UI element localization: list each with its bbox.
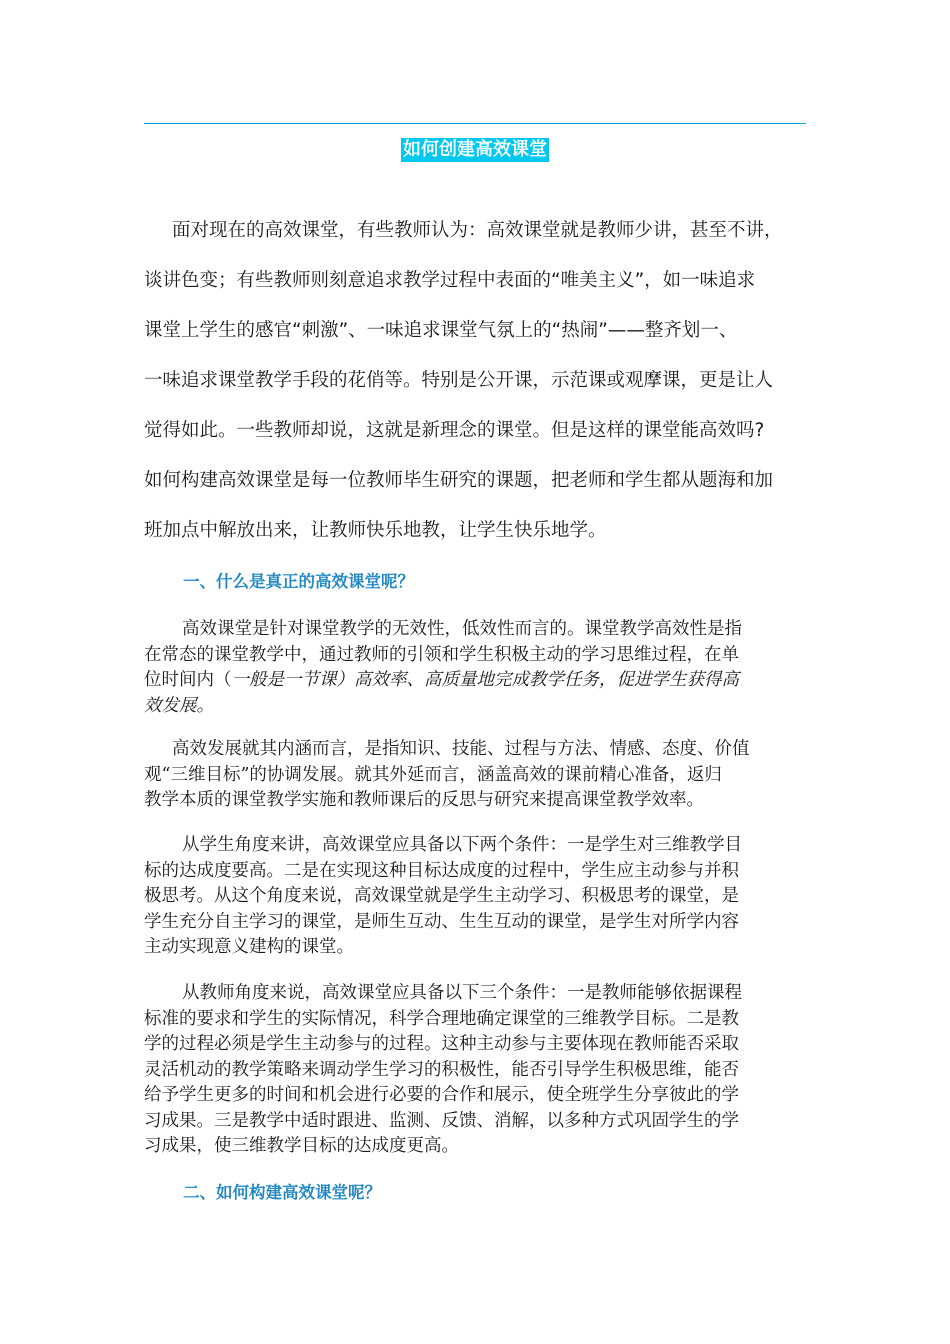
intro-line: 一味追求课堂教学手段的花俏等。特别是公开课，示范课或观摩课，更是让人: [144, 370, 774, 391]
intro-line: 觉得如此。一些教师却说，这就是新理念的课堂。但是这样的课堂能高效吗?: [144, 420, 765, 441]
paragraph-line: 观“三维目标”的协调发展。就其外延而言，涵盖高效的课前精心准备，返归: [144, 764, 722, 785]
paragraph-line: 高效课堂是针对课堂教学的无效性，低效性而言的。课堂教学高效性是指: [182, 619, 742, 639]
paragraph-line: 高效发展就其内涵而言，是指知识、技能、过程与方法、情感、态度、价值: [172, 739, 750, 759]
intro-line: 班加点中解放出来，让教师快乐地教，让学生快乐地学。: [144, 520, 607, 541]
paragraph-line: 学生充分自主学习的课堂，是师生互动、生生互动的课堂，是学生对所学内容: [144, 911, 739, 932]
paragraph-line: 极思考。从这个角度来说，高效课堂就是学生主动学习、积极思考的课堂，是: [144, 886, 739, 906]
paragraph-line: 教学本质的课堂教学实施和教师课后的反思与研究来提高课堂教学效率。: [144, 790, 704, 810]
paragraph-line: 给予学生更多的时间和机会进行必要的合作和展示，使全班学生分享彼此的学: [144, 1085, 739, 1105]
intro-line: 如何构建高效课堂是每一位教师毕生研究的课题，把老师和学生都从题海和加: [144, 470, 774, 491]
intro-paragraph: [144, 206, 806, 556]
section-heading-2: 二、如何构建高效课堂呢？: [183, 1183, 381, 1202]
title-container: [0, 138, 950, 162]
section1-paragraph-2: [144, 737, 806, 814]
paragraph-line: 主动实现意义建构的课堂。: [144, 937, 354, 957]
paragraph-line: 在常态的课堂教学中，通过教师的引领和学生积极主动的学习思维过程，在单: [144, 644, 739, 665]
paragraph-line: 从学生角度来讲，高效课堂应具备以下两个条件：一是学生对三维教学目: [182, 835, 742, 855]
paragraph-text: 位时间内（: [144, 670, 232, 690]
paragraph-italic-text: 一般是一节课）高效率、高质量地完成教学任务，促进学生获得高: [231, 670, 739, 690]
paragraph-line: 习成果，使三维教学目标的达成度更高。: [144, 1136, 459, 1156]
intro-line: 面对现在的高效课堂，有些教师认为：高效课堂就是教师少讲，甚至不讲，: [172, 220, 783, 241]
section1-paragraph-3: [144, 833, 806, 961]
paragraph-line: 学的过程必须是学生主动参与的过程。这种主动参与主要体现在教师能否采取: [144, 1034, 739, 1054]
section-heading-1: 一、什么是真正的高效课堂呢？: [183, 572, 414, 591]
intro-line: 谈讲色变；有些教师则刻意追求教学过程中表面的“唯美主义”，如一味追求: [144, 270, 756, 291]
section1-paragraph-1: [144, 617, 806, 719]
paragraph-line: 从教师角度来说，高效课堂应具备以下三个条件：一是教师能够依据课程: [182, 983, 742, 1003]
intro-line: 课堂上学生的感官“刺激”、一味追求课堂气氛上的“热闹”——整齐划一、: [144, 320, 738, 341]
paragraph-line: 标准的要求和学生的实际情况，科学合理地确定课堂的三维教学目标。二是教: [144, 1008, 739, 1029]
paragraph-line: 效发展。: [144, 695, 214, 716]
document-title: 如何创建高效课堂: [403, 139, 547, 160]
paragraph-line: 灵活机动的教学策略来调动学生学习的积极性，能否引导学生积极思维，能否: [144, 1059, 739, 1080]
paragraph-line: 习成果。三是教学中适时跟进、监测、反馈、消解，以多种方式巩固学生的学: [144, 1110, 739, 1131]
paragraph-line: [144, 668, 806, 694]
section1-paragraph-4: [144, 981, 806, 1160]
paragraph-line: 标的达成度要高。二是在实现这种目标达成度的过程中，学生应主动参与并积: [144, 860, 739, 881]
top-divider: [144, 123, 806, 124]
